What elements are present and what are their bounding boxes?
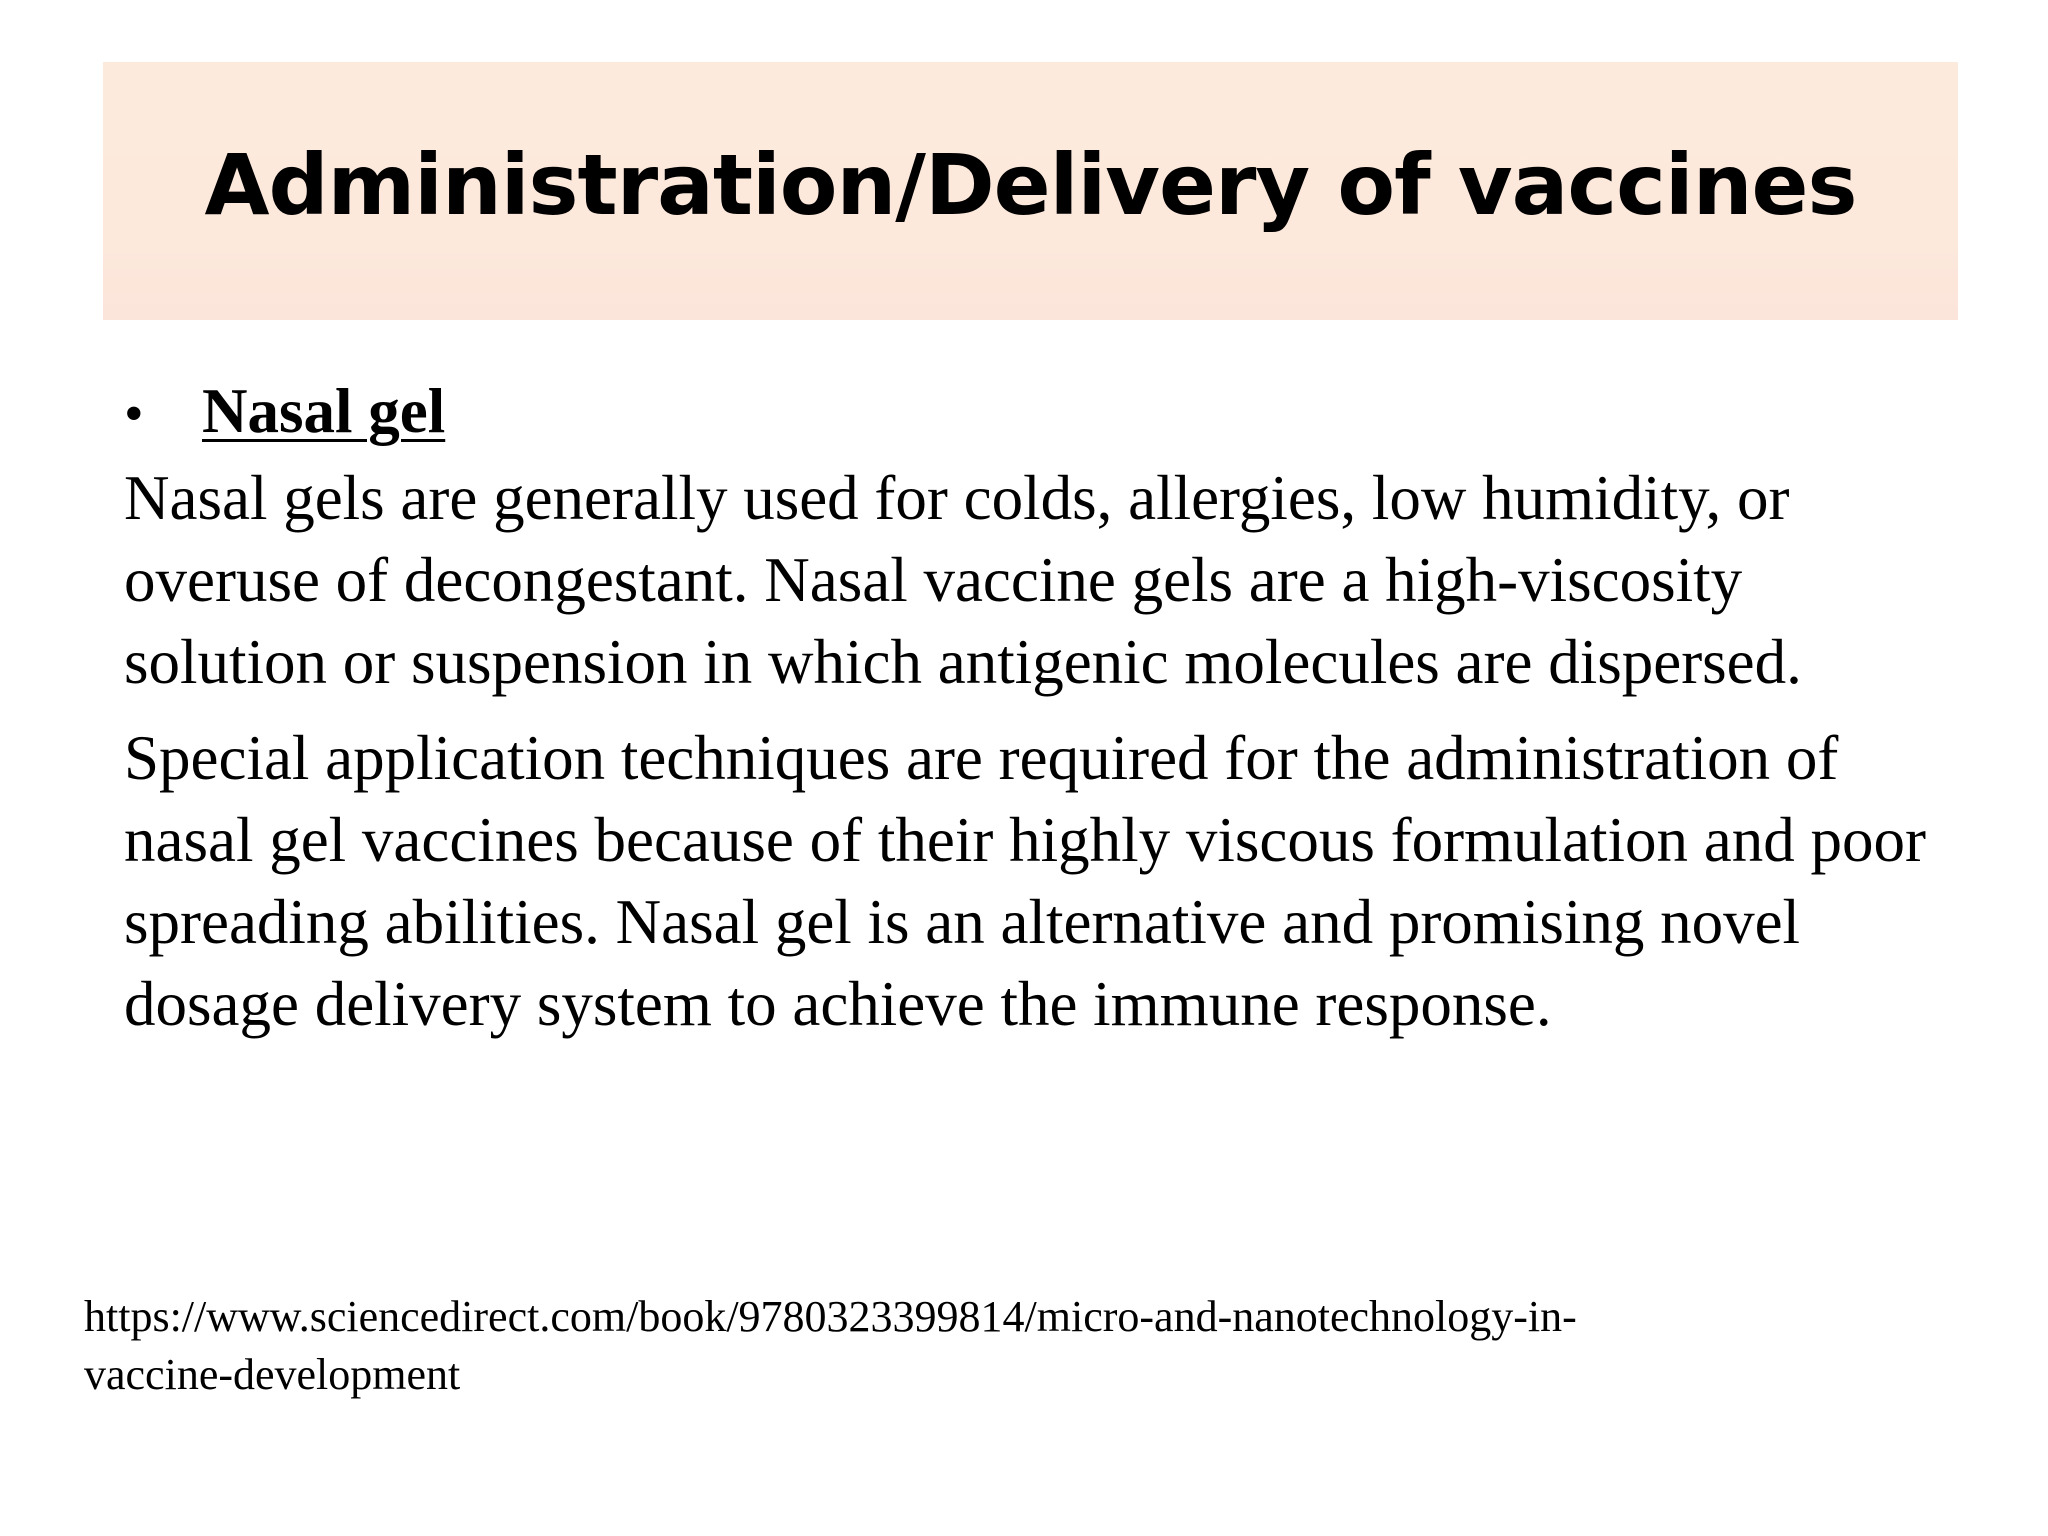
title-banner (103, 62, 1958, 320)
bullet-icon: • (124, 383, 144, 445)
bullet-heading: Nasal gel (202, 376, 446, 446)
paragraph-2: Special application techniques are required for the administration of nasal gel vaccines because of their highly viscous formulation and poor spreading abilities. Nasal gel is an alternative and promising novel dosage delivery system to achieve the immune response. (124, 723, 1926, 1039)
paragraph-1: Nasal gels are generally used for colds, allergies, low humidity, or overuse of decongestant. Nasal vaccine gels are a high-viscosity solution or suspension in which antigenic molecules are dispersed. (124, 463, 1802, 697)
slide-title: Administration/Delivery of vaccines (204, 136, 1857, 234)
bullet-item (124, 370, 1954, 455)
slide-content (124, 370, 1954, 1059)
source-citation (84, 1288, 1924, 1404)
source-line-1: https://www.sciencedirect.com/book/9780323399814/micro-and-nanotechnology-in- (84, 1292, 1577, 1341)
source-line-2: vaccine-development (84, 1350, 461, 1399)
